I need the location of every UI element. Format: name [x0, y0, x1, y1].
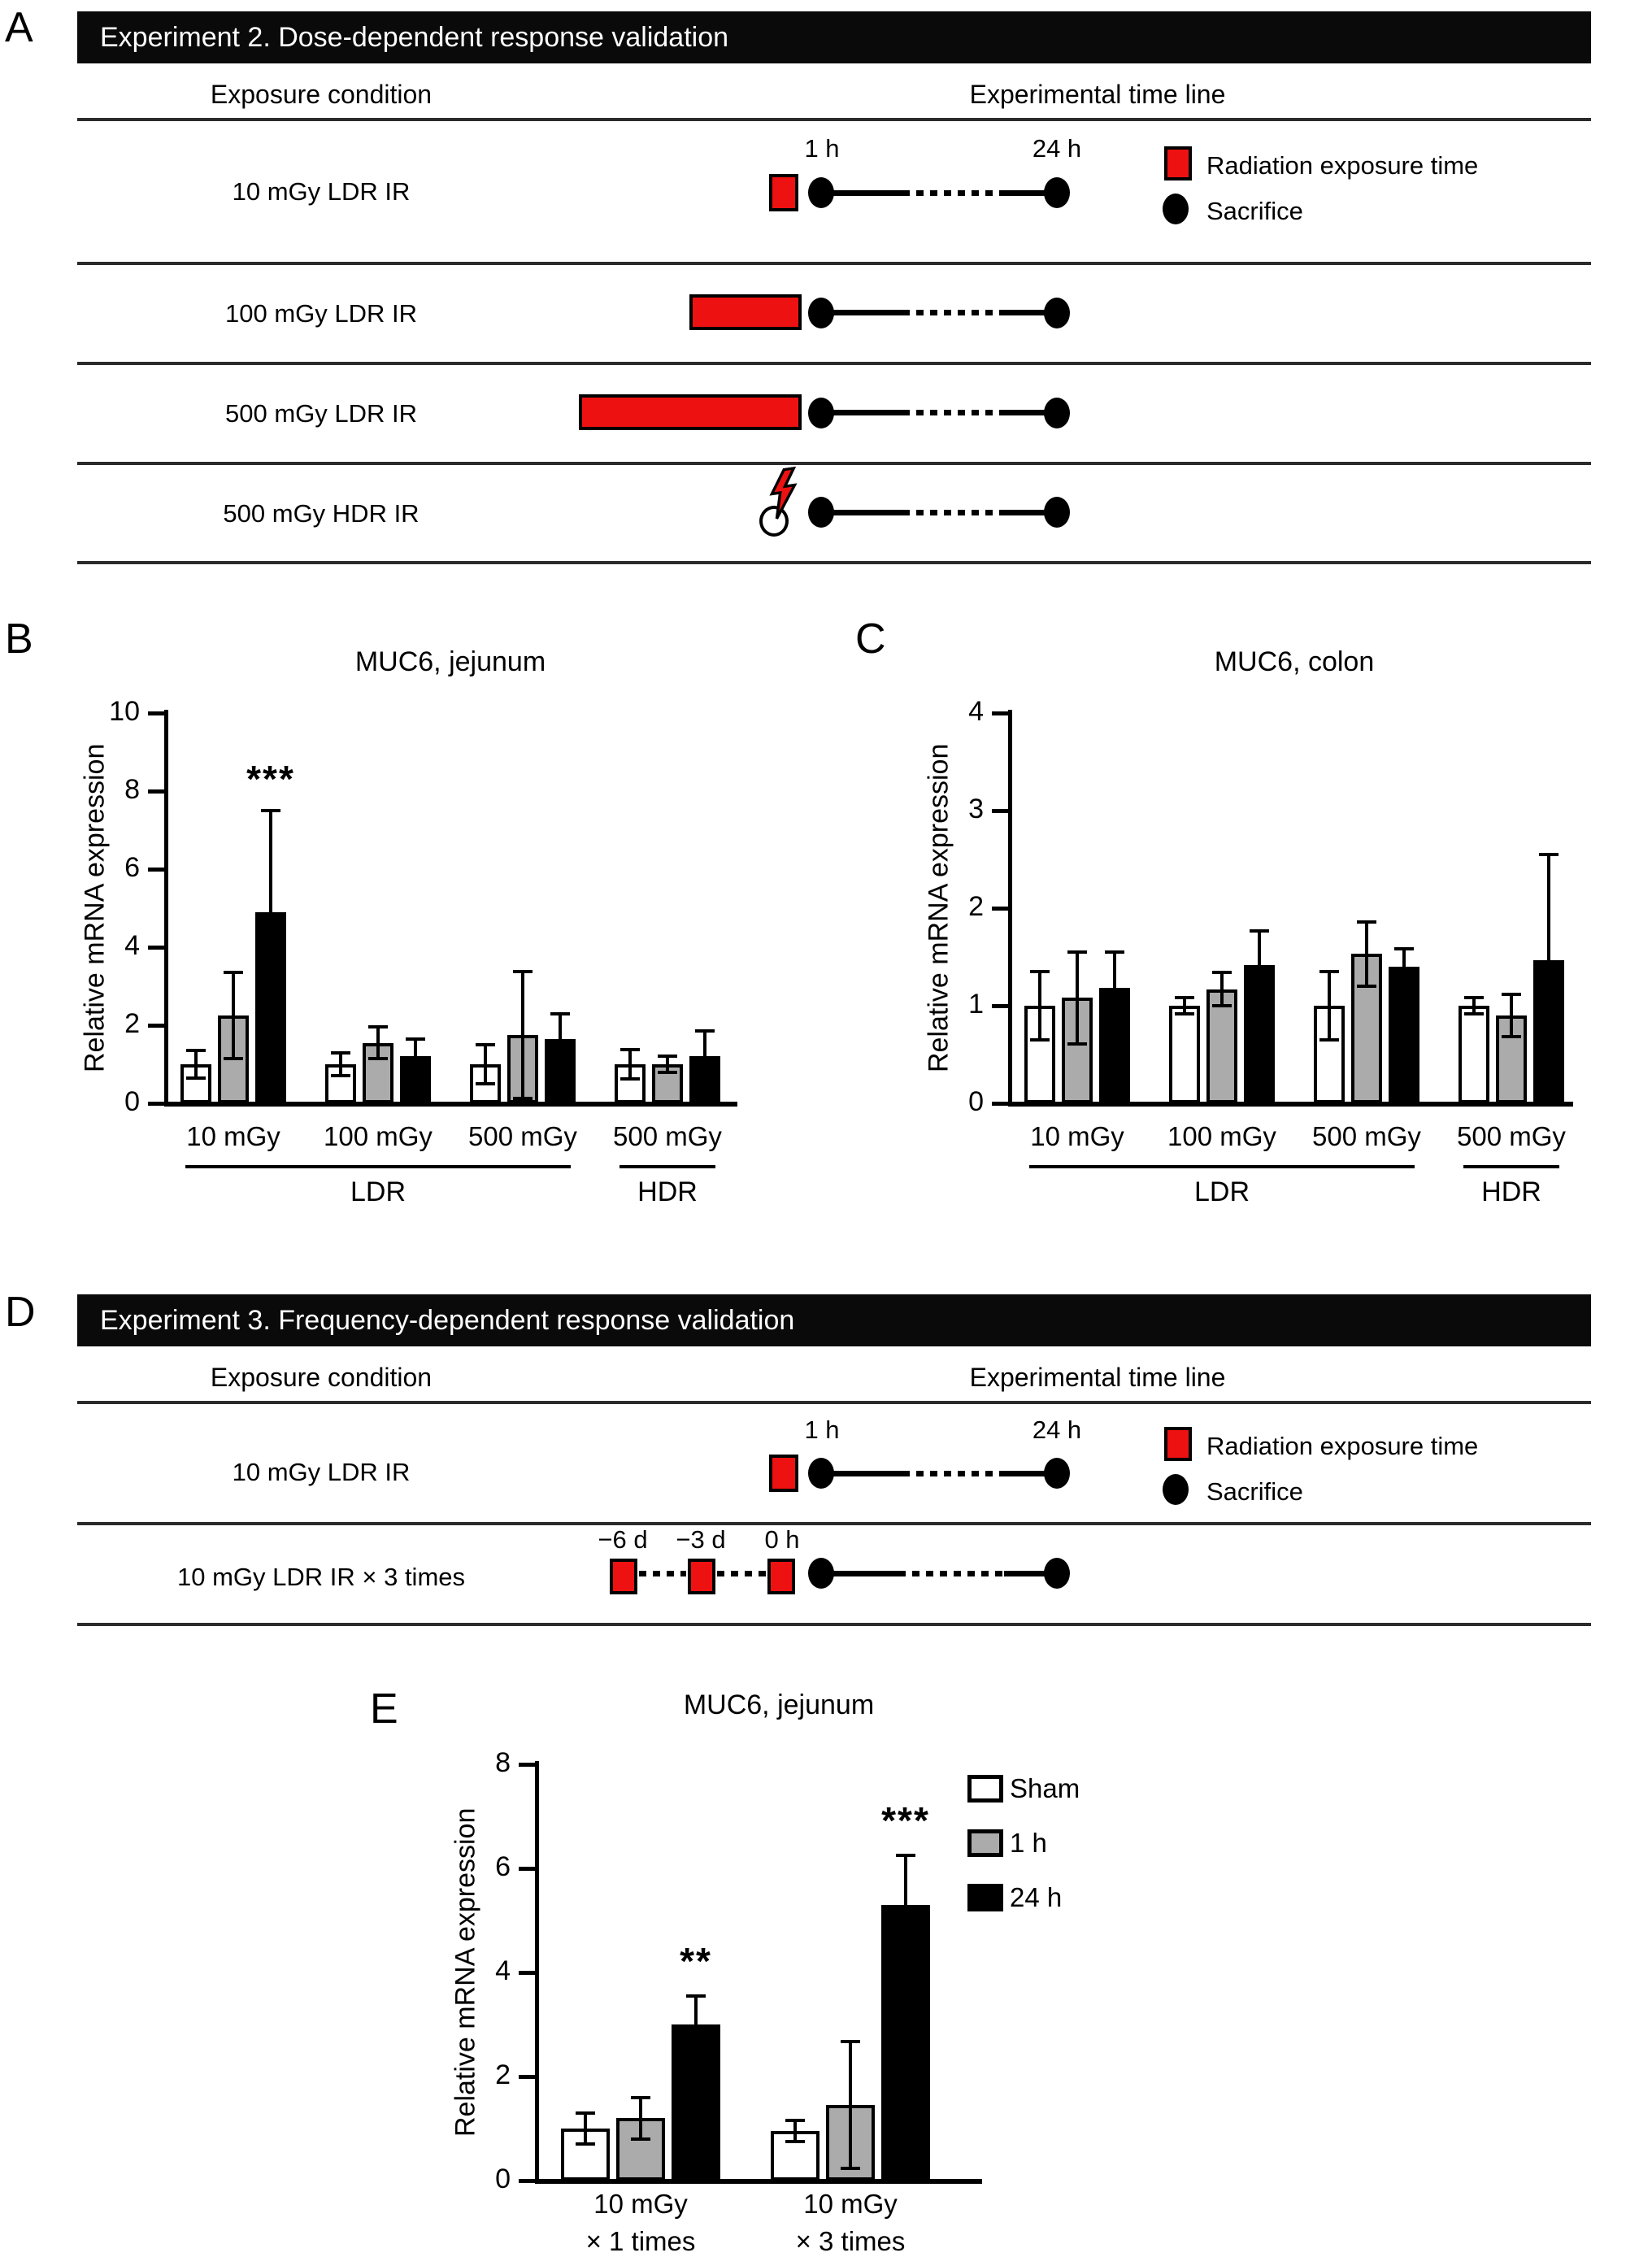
legend-label-1h: 1 h: [1010, 1828, 1047, 1858]
y-tick-label: 0: [968, 1086, 984, 1117]
group-span-label: HDR: [637, 1176, 698, 1207]
error-bar: [703, 1031, 706, 1081]
error-cap-bottom: [331, 1074, 350, 1077]
y-tick-label: 2: [124, 1008, 140, 1039]
y-tick-label: 2: [495, 2059, 511, 2090]
error-cap-bottom: [1539, 1063, 1559, 1067]
timeline-dashed-line: [902, 410, 1004, 415]
panel-a-col-exposure: Exposure condition: [210, 80, 433, 109]
error-bar: [269, 811, 272, 1014]
sacrifice-dot-icon: [808, 1458, 834, 1489]
y-tick-label: 4: [495, 1955, 511, 1986]
y-tick: [519, 1867, 535, 1871]
sacrifice-dot-icon: [1044, 497, 1070, 528]
y-tick-label: 1: [968, 989, 984, 1020]
legend-sacrifice-label: Sacrifice: [1206, 197, 1303, 225]
error-cap-bottom: [186, 1076, 206, 1080]
y-tick-label: 2: [968, 891, 984, 922]
error-cap-top: [1394, 947, 1414, 950]
lightning-bolt-icon: [764, 466, 805, 520]
panel-c-letter: C: [855, 615, 886, 663]
error-cap-bottom: [576, 2142, 595, 2146]
chart-muc6-colon: [923, 646, 1573, 1207]
sacrifice-dot-icon: [1044, 398, 1070, 428]
exposure-condition: 100 mGy LDR IR: [224, 299, 417, 328]
radiation-bar-icon: [689, 294, 802, 330]
panel-d-col-exposure: Exposure condition: [210, 1363, 433, 1392]
divider: [77, 118, 1591, 121]
sacrifice-dot-icon: [808, 398, 834, 428]
timeline-dashed-line: [717, 1571, 766, 1576]
y-tick: [148, 1024, 164, 1028]
significance-stars: ***: [246, 758, 295, 800]
error-bar: [484, 1045, 487, 1084]
error-bar: [194, 1050, 198, 1078]
error-cap-bottom: [1105, 1023, 1124, 1026]
group-span-line: [1463, 1165, 1559, 1168]
error-cap-top: [1030, 970, 1050, 973]
x-category-label: 10 mGy: [803, 2189, 898, 2219]
y-tick-label: 10: [109, 696, 140, 727]
y-tick-label: 6: [495, 1851, 511, 1882]
error-cap-bottom: [1464, 1012, 1484, 1015]
error-bar: [559, 1014, 562, 1064]
x-category-label: 500 mGy: [613, 1121, 722, 1151]
error-bar: [904, 1855, 907, 1955]
divider: [77, 1522, 1591, 1525]
timeline-dashed-line: [902, 1471, 1004, 1476]
divider: [77, 362, 1591, 365]
error-cap-bottom: [631, 2137, 650, 2141]
error-cap-top: [686, 1994, 706, 1998]
y-tick-label: 4: [124, 930, 140, 961]
error-bar: [1258, 931, 1261, 999]
error-cap-top: [695, 1029, 715, 1033]
error-bar: [521, 972, 524, 1098]
divider: [77, 561, 1591, 564]
panel-d-header: Experiment 3. Frequency-dependent response validation: [77, 1294, 1591, 1346]
y-axis-label: Relative mRNA expression: [923, 743, 954, 1073]
error-bar: [1038, 972, 1041, 1040]
error-cap-top: [1250, 929, 1269, 933]
error-cap-bottom: [1030, 1038, 1050, 1042]
error-bar: [339, 1053, 342, 1076]
y-tick: [992, 711, 1008, 715]
y-tick-label: 6: [124, 852, 140, 883]
panel-d-col-timeline: Experimental time line: [969, 1363, 1226, 1392]
error-cap-top: [1539, 853, 1559, 856]
error-cap-bottom: [368, 1057, 388, 1060]
y-tick: [992, 1004, 1008, 1008]
time-label-m3d: −3 d: [676, 1525, 726, 1554]
time-label-24h: 24 h: [1032, 1416, 1082, 1444]
y-tick-label: 0: [495, 2164, 511, 2194]
x-category-label: × 1 times: [585, 2226, 696, 2256]
error-cap-top: [896, 1854, 915, 1857]
error-cap-bottom: [695, 1081, 715, 1084]
error-cap-top: [1319, 970, 1339, 973]
x-category-label: 100 mGy: [324, 1121, 433, 1151]
x-category-label: 10 mGy: [186, 1121, 280, 1151]
divider: [77, 1401, 1591, 1404]
time-label-24h: 24 h: [1032, 134, 1082, 163]
group-span-line: [185, 1165, 571, 1168]
error-cap-top: [224, 971, 243, 974]
x-category-label: 100 mGy: [1167, 1121, 1276, 1151]
error-cap-bottom: [476, 1082, 495, 1085]
chart-muc6-jejunum-frequency: [450, 1689, 1080, 2256]
error-bar: [793, 2120, 797, 2142]
legend-label-24h: 24 h: [1010, 1882, 1063, 1912]
error-cap-bottom: [1175, 1012, 1194, 1015]
sacrifice-dot-icon: [808, 177, 834, 208]
x-category-label: 500 mGy: [1457, 1121, 1566, 1151]
y-axis-line: [164, 710, 168, 1107]
error-cap-top: [841, 2040, 860, 2043]
error-bar: [414, 1039, 417, 1074]
error-bar: [628, 1050, 632, 1079]
error-cap-top: [1464, 996, 1484, 999]
timeline-dashed-line: [898, 1571, 1004, 1576]
panel-a-header: Experiment 2. Dose-dependent response validation: [77, 11, 1591, 63]
group-span-line: [1029, 1165, 1415, 1168]
group-span-label: LDR: [1193, 1176, 1250, 1207]
error-cap-top: [631, 2096, 650, 2099]
x-category-label: 500 mGy: [468, 1121, 577, 1151]
time-label-1h: 1 h: [804, 1416, 840, 1444]
panel-d-letter: D: [5, 1289, 36, 1336]
error-bar: [1365, 922, 1368, 986]
error-bar: [694, 1996, 698, 2053]
y-axis-label: Relative mRNA expression: [450, 1807, 481, 2137]
y-axis-label: Relative mRNA expression: [79, 743, 111, 1073]
error-bar: [1510, 994, 1513, 1037]
legend-radiation-label: Radiation exposure time: [1206, 1432, 1479, 1460]
error-cap-bottom: [785, 2140, 805, 2143]
divider: [77, 1623, 1591, 1626]
error-cap-bottom: [686, 2051, 706, 2055]
y-tick: [148, 868, 164, 872]
error-cap-top: [1175, 996, 1194, 999]
y-axis-line: [1008, 710, 1012, 1107]
error-cap-top: [658, 1055, 677, 1058]
y-tick-label: 8: [124, 774, 140, 805]
bar-Sham-g4: [1459, 1006, 1489, 1103]
error-cap-bottom: [1357, 985, 1376, 988]
panel-a-letter: A: [5, 4, 33, 51]
y-tick-label: 3: [968, 794, 984, 824]
error-cap-top: [620, 1048, 640, 1051]
error-bar: [584, 2113, 587, 2144]
time-label-0h: 0 h: [764, 1525, 800, 1554]
error-cap-top: [1357, 920, 1376, 924]
panel-e-letter: E: [370, 1685, 398, 1733]
error-bar: [1076, 952, 1079, 1044]
error-bar: [1113, 952, 1116, 1024]
error-cap-top: [1105, 950, 1124, 954]
sacrifice-dot-icon: [808, 497, 834, 528]
y-tick-label: 4: [968, 696, 984, 727]
error-cap-bottom: [406, 1072, 425, 1076]
error-cap-top: [1067, 950, 1087, 954]
timeline-dashed-line: [639, 1571, 686, 1576]
error-cap-top: [1502, 993, 1521, 996]
y-tick: [519, 2179, 535, 2183]
chart-title: MUC6, colon: [1214, 646, 1375, 677]
error-cap-bottom: [896, 1953, 915, 1956]
error-cap-top: [186, 1049, 206, 1052]
x-category-label: × 3 times: [795, 2226, 906, 2256]
bar-24h-g3: [1389, 967, 1419, 1103]
legend-swatch-24h: [967, 1884, 1003, 1911]
bar-Sham-g2: [1169, 1006, 1200, 1103]
error-cap-top: [576, 2111, 595, 2115]
timeline-dashed-line: [902, 510, 1004, 515]
panel-b-letter: B: [5, 615, 33, 663]
exposure-condition: 10 mGy LDR IR × 3 times: [176, 1563, 466, 1591]
error-cap-bottom: [1212, 1004, 1232, 1007]
error-cap-top: [1212, 971, 1232, 974]
error-cap-bottom: [224, 1057, 243, 1060]
x-category-label: 500 mGy: [1312, 1121, 1421, 1151]
radiation-square-icon: [610, 1559, 637, 1594]
sacrifice-dot-icon: [1044, 298, 1070, 328]
error-cap-bottom: [513, 1097, 533, 1100]
panel-a-col-timeline: Experimental time line: [969, 80, 1226, 109]
exposure-condition: 500 mGy HDR IR: [223, 499, 420, 528]
sacrifice-dot-icon: [808, 298, 834, 328]
legend-swatch-Sham: [967, 1775, 1003, 1803]
error-bar: [376, 1027, 380, 1058]
radiation-square-icon: [769, 1455, 798, 1492]
y-tick: [992, 809, 1008, 813]
y-tick: [992, 1102, 1008, 1106]
legend-radiation-icon: [1164, 1427, 1192, 1461]
error-bar: [1547, 855, 1550, 1065]
exposure-condition: 500 mGy LDR IR: [224, 399, 417, 428]
radiation-bar-icon: [579, 394, 802, 430]
error-cap-top: [513, 970, 533, 973]
error-cap-bottom: [841, 2167, 860, 2170]
y-tick-label: 8: [495, 1747, 511, 1778]
error-bar: [1328, 972, 1331, 1040]
timeline-dashed-line: [902, 190, 1004, 196]
error-bar: [1402, 949, 1406, 984]
group-span-label: HDR: [1481, 1176, 1541, 1207]
error-cap-top: [331, 1051, 350, 1055]
y-tick: [519, 2075, 535, 2079]
divider: [77, 462, 1591, 465]
divider: [77, 262, 1591, 265]
legend-radiation-label: Radiation exposure time: [1206, 151, 1479, 180]
error-cap-bottom: [1250, 998, 1269, 1001]
error-cap-top: [406, 1037, 425, 1041]
error-bar: [1220, 972, 1224, 1006]
error-cap-top: [261, 809, 280, 812]
sacrifice-dot-icon: [1044, 1558, 1070, 1589]
error-cap-bottom: [261, 1012, 280, 1015]
legend-sacrifice-icon: [1163, 194, 1189, 224]
chart-title: MUC6, jejunum: [354, 646, 546, 677]
error-cap-bottom: [1067, 1042, 1087, 1046]
error-cap-bottom: [550, 1063, 570, 1066]
radiation-square-icon: [767, 1559, 795, 1594]
exposure-condition: 10 mGy LDR IR: [232, 177, 411, 206]
x-category-label: 10 mGy: [1030, 1121, 1124, 1151]
radiation-square-icon: [688, 1559, 715, 1594]
chart-muc6-jejunum: [79, 646, 737, 1207]
y-axis-line: [535, 1761, 539, 2184]
error-cap-top: [368, 1025, 388, 1028]
error-cap-bottom: [620, 1077, 640, 1081]
error-cap-top: [476, 1043, 495, 1046]
error-cap-bottom: [658, 1071, 677, 1074]
time-label-1h: 1 h: [804, 134, 840, 163]
y-tick: [148, 789, 164, 794]
y-tick: [148, 1102, 164, 1106]
sacrifice-dot-icon: [1044, 1458, 1070, 1489]
error-bar: [232, 972, 235, 1059]
group-span-line: [620, 1165, 715, 1168]
time-label-m6d: −6 d: [598, 1525, 648, 1554]
error-cap-bottom: [1502, 1035, 1521, 1038]
sacrifice-dot-icon: [1044, 177, 1070, 208]
y-tick: [148, 946, 164, 950]
exposure-condition: 10 mGy LDR IR: [232, 1458, 411, 1486]
x-category-label: 10 mGy: [593, 2189, 688, 2219]
legend-radiation-icon: [1164, 146, 1192, 180]
legend-label-Sham: Sham: [1010, 1773, 1080, 1803]
y-tick: [148, 711, 164, 715]
significance-stars: ***: [881, 1799, 930, 1842]
error-bar: [639, 2098, 642, 2139]
legend-sacrifice-label: Sacrifice: [1206, 1477, 1303, 1506]
y-tick: [992, 907, 1008, 911]
y-tick: [519, 1971, 535, 1975]
y-tick: [519, 1763, 535, 1767]
timeline-dashed-line: [902, 310, 1004, 315]
group-span-label: LDR: [350, 1176, 406, 1207]
error-bar: [849, 2042, 852, 2168]
legend-swatch-1h: [967, 1829, 1003, 1857]
sacrifice-dot-icon: [808, 1558, 834, 1589]
radiation-square-icon: [769, 174, 798, 211]
error-cap-top: [550, 1012, 570, 1015]
error-cap-top: [785, 2119, 805, 2122]
y-tick-label: 0: [124, 1086, 140, 1117]
error-cap-bottom: [1394, 983, 1414, 986]
legend-sacrifice-icon: [1163, 1474, 1189, 1505]
error-cap-bottom: [1319, 1038, 1339, 1042]
significance-stars: **: [680, 1939, 712, 1982]
chart-title: MUC6, jejunum: [683, 1689, 875, 1720]
